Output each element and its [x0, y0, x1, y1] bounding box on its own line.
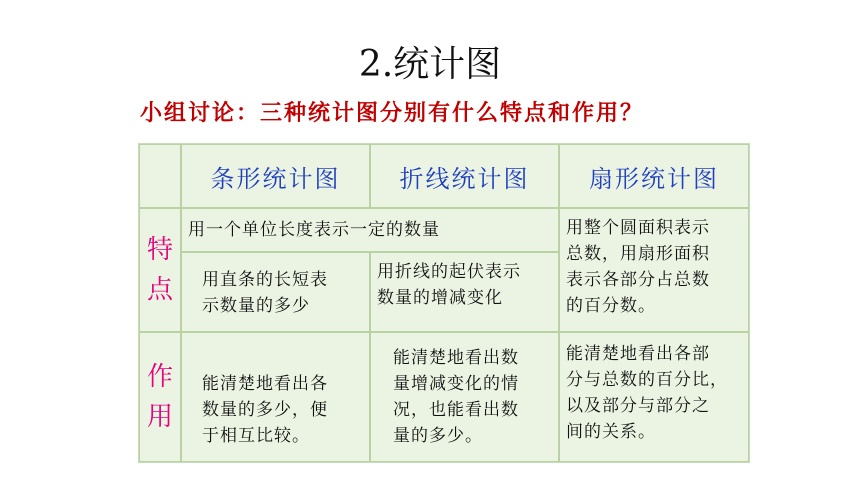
header-pie-chart: 扇形统计图 [559, 144, 749, 208]
features-bar-cell: 用直条的长短表 示数量的多少 [181, 252, 370, 332]
features-pie-cell: 用整个圆面积表示 总数，用扇形面积 表示各部分占总数 的百分数。 [559, 208, 749, 332]
uses-line-cell: 能清楚地看出数 量增减变化的情 况，也能看出数 量的多少。 [370, 332, 559, 462]
features-label: 特 点 [139, 208, 181, 332]
page-title: 2.统计图 [358, 44, 502, 85]
header-line-chart: 折线统计图 [370, 144, 559, 208]
comparison-table [138, 143, 750, 463]
features-common-cell: 用一个单位长度表示一定的数量 [181, 208, 559, 252]
features-line-cell: 用折线的起伏表示 数量的增减变化 [370, 252, 559, 332]
header-bar-chart: 条形统计图 [181, 144, 370, 208]
corner-cell [139, 144, 181, 208]
uses-bar-cell: 能清楚地看出各 数量的多少，便 于相互比较。 [181, 332, 370, 462]
uses-label: 作 用 [139, 332, 181, 462]
discussion-prompt: 小组讨论：三种统计图分别有什么特点和作用？ [140, 101, 645, 126]
uses-pie-cell: 能清楚地看出各部 分与总数的百分比， 以及部分与部分之 间的关系。 [559, 332, 749, 462]
